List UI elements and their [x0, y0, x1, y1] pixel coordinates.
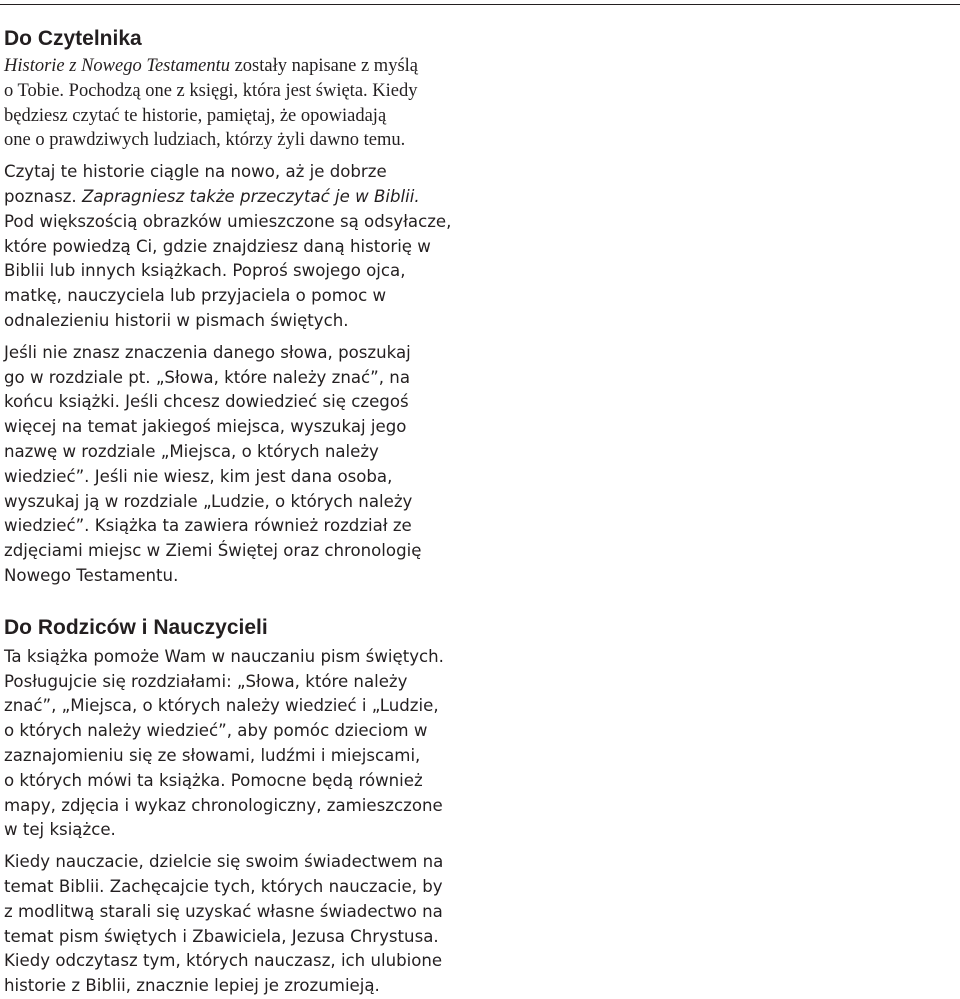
text-segment: mapy, zdjęcia i wykaz chronologiczny, zamieszczone [4, 795, 443, 815]
section-heading: Do Rodziców i Nauczycieli [4, 615, 268, 639]
text-line [4, 79, 504, 104]
text-line [4, 794, 504, 819]
page-content [4, 24, 504, 999]
text-segment: Biblii lub innych książkach. [4, 261, 233, 281]
text-line [4, 54, 504, 79]
text-segment: Kiedy odczytasz tym, których nauczasz, ich ulubione [4, 951, 443, 971]
text-line [4, 309, 504, 334]
text-segment: będziesz czytać te historie, pamiętaj, że opowiadają [4, 105, 387, 126]
text-line [4, 514, 504, 539]
text-line [4, 284, 504, 309]
text-segment: Nowego Testamentu. [4, 565, 179, 585]
text-segment: Zapragniesz także przeczytać je w Biblii. [82, 186, 420, 206]
text-line [4, 875, 504, 900]
text-line [4, 390, 504, 415]
section-do-czytelnika [4, 24, 504, 589]
text-segment: Historie z Nowego Testamentu [4, 56, 230, 76]
text-line [4, 900, 504, 925]
text-segment: o których mówi ta książka. Pomocne będą również [4, 770, 423, 790]
text-segment: więcej na temat jakiegoś miejsca, wyszukaj jego [4, 417, 407, 437]
text-line [4, 210, 504, 235]
text-segment: zostały napisane z myślą [229, 56, 418, 76]
paragraph [4, 160, 504, 334]
text-segment: poznasz. [4, 186, 82, 206]
text-line [4, 259, 504, 284]
text-segment: temat pism świętych i Zbawiciela, Jezusa Chrystusa. [4, 926, 439, 946]
text-line [4, 104, 504, 129]
text-segment: nazwę w rozdziale „Miejsca, o których należy [4, 441, 379, 461]
text-segment: matkę, nauczyciela lub przyjaciela o pomoc w [4, 286, 387, 306]
text-segment: Poproś swojego ojca, [232, 261, 406, 281]
text-segment: Kiedy nauczacie, dzielcie się swoim świadectwem na [4, 852, 444, 872]
text-segment: w tej książce. [4, 820, 116, 840]
text-line [4, 366, 504, 391]
text-line [4, 440, 504, 465]
text-line [4, 160, 504, 185]
text-line [4, 949, 504, 974]
text-line [4, 645, 504, 670]
text-segment: odnalezieniu historii w pismach świętych. [4, 310, 349, 330]
text-segment: wiedzieć”. Jeśli nie wiesz, kim jest dana osoba, [4, 466, 393, 486]
text-segment: Jeśli nie znasz znaczenia danego słowa, poszukaj [4, 342, 411, 362]
text-segment: Czytaj te historie ciągle na nowo, aż je dobrze [4, 162, 387, 182]
text-line [4, 341, 504, 366]
text-segment: temat Biblii. Zachęcajcie tych, których nauczacie, by [4, 876, 443, 896]
text-line [4, 850, 504, 875]
text-segment: z modlitwą starali się uzyskać własne świadectwo na [4, 901, 443, 921]
text-line [4, 415, 504, 440]
text-line [4, 769, 504, 794]
text-segment: o Tobie. Pochodzą one z księgi, która jest święta. Kiedy [4, 80, 418, 101]
text-line [4, 694, 504, 719]
text-line [4, 235, 504, 260]
text-line [4, 185, 504, 210]
text-line [4, 128, 504, 153]
section-do-rodzicow-i-nauczycieli [4, 613, 504, 999]
text-segment: Ta książka pomoże Wam w nauczaniu pism świętych. [4, 646, 444, 666]
text-line [4, 465, 504, 490]
paragraph [4, 54, 504, 153]
text-segment: końcu książki. Jeśli chcesz dowiedzieć się czegoś [4, 392, 409, 412]
paragraph [4, 850, 504, 999]
text-line [4, 670, 504, 695]
text-line [4, 719, 504, 744]
text-line [4, 490, 504, 515]
text-line [4, 744, 504, 769]
text-line [4, 564, 504, 589]
text-segment: Posługujcie się rozdziałami: „Słowa, które należy [4, 671, 408, 691]
text-segment: wiedzieć”. Książka ta zawiera również rozdział ze [4, 516, 412, 536]
text-segment: wyszukaj ją w rozdziale „Ludzie, o których należy [4, 491, 413, 511]
text-segment: Pod większością obrazków umieszczone są odsyłacze, [4, 211, 452, 231]
text-segment: znać”, „Miejsca, o których należy wiedzieć i „Ludzie, [4, 696, 439, 716]
top-rule [0, 4, 960, 5]
text-segment: zdjęciami miejsc w Ziemi Świętej oraz chronologię [4, 541, 422, 561]
section-heading: Do Czytelnika [4, 27, 142, 50]
text-line [4, 539, 504, 564]
text-segment: historie z Biblii, znacznie lepiej je zrozumieją. [4, 976, 380, 996]
text-segment: one o prawdziwych ludziach, którzy żyli dawno temu. [4, 130, 406, 151]
paragraph [4, 341, 504, 589]
text-segment: go w rozdziale pt. „Słowa, które należy znać”, na [4, 367, 410, 387]
paragraph [4, 645, 504, 843]
text-line [4, 818, 504, 843]
text-segment: zaznajomieniu się ze słowami, ludźmi i miejscami, [4, 745, 421, 765]
text-segment: o których należy wiedzieć”, aby pomóc dzieciom w [4, 721, 428, 741]
text-line [4, 974, 504, 999]
text-line [4, 925, 504, 950]
text-segment: które powiedzą Ci, gdzie znajdziesz daną historię w [4, 236, 431, 256]
